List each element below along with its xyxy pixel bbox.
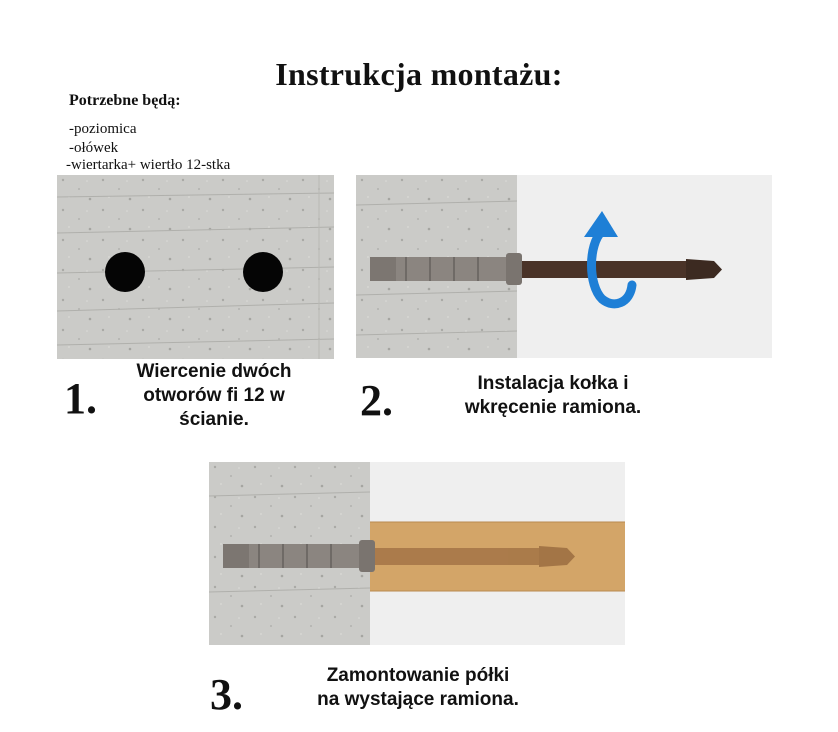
- needed-item: -ołówek: [69, 140, 119, 156]
- needed-heading: Potrzebne będą:: [69, 92, 181, 109]
- step-number: 2.: [360, 376, 393, 425]
- page-title: Instrukcja montażu:: [275, 56, 563, 92]
- step-number: 1.: [64, 374, 97, 423]
- wall-anchor: [370, 253, 522, 285]
- step-3-illustration: [209, 462, 625, 645]
- step-description: Instalacja kołka i wkręcenie ramiona.: [464, 373, 642, 418]
- concrete-wall: [57, 175, 334, 359]
- drill-hole: [105, 252, 145, 292]
- drill-hole: [243, 252, 283, 292]
- step-description: Wiercenie dwóch otworów fi 12 w ścianie.: [136, 361, 292, 430]
- step-1-illustration: [57, 175, 334, 359]
- wall-anchor: [223, 540, 375, 572]
- mounting-rod: [375, 546, 575, 567]
- step-number: 3.: [210, 670, 243, 719]
- step-2-illustration: [356, 175, 772, 358]
- mounting-rod: [522, 259, 722, 280]
- step-description: Zamontowanie półki na wystające ramiona.: [317, 665, 519, 710]
- needed-item: -poziomica: [69, 121, 137, 137]
- needed-item: -wiertarka+ wiertło 12-stka: [66, 157, 231, 173]
